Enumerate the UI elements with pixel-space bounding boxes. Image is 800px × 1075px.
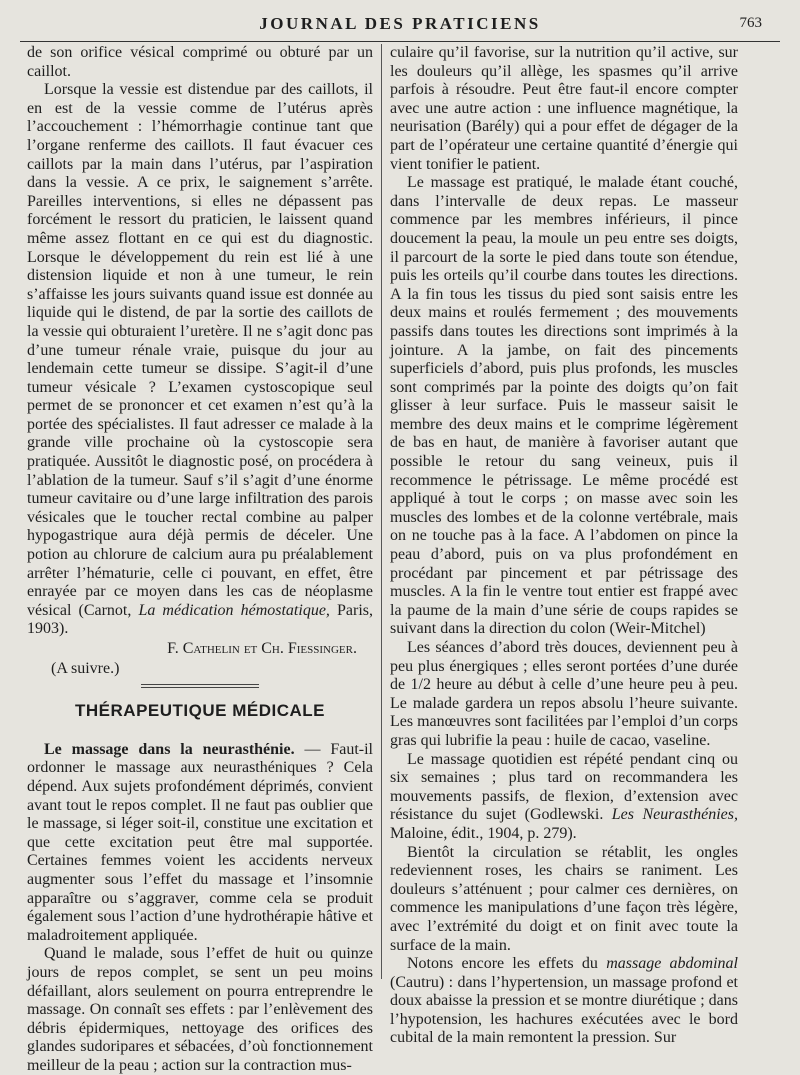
paragraph-text: Lorsque la vessie est distendue par des caillots, il en est de la vessie comme de l’utérus après l’accouchement : l’hémorrhagie continue tant que l’organe renferme des caillots. Il faut évacuer ces caillots par la main dans l’utérus, par l’aspiration dans la vessie. A ce prix, le saignement s’arrête. Pareilles interventions, si elles ne dépassent pas forcément le ressort du praticien, le laissent quand même assez flottant en ce qui est du diagnostic. Lorsque le développement du rein est lié à une distension liquide et non à une tumeur, le rein s’affaisse les jours suivants quand issue est donnée au liquide qui le distend, de par la sortie des caillots de la vessie qui obturaient l’uretère. Il ne s’agit donc pas d’une tumeur rénale vraie, puisque du jour au lendemain cette tumeur se dissipe. S’agit-il d’une tumeur vésicale ? L’examen cystoscopique seul permet de se prononcer et cet examen n’est qu’à la portée des spécialistes. Il faut adresser ce malade à la grande ville prochaine où la cystoscopie sera pratiquée. Aussitôt le diagnostic posé, on procédera à l’ablation de la tumeur. Sauf s’il s’agit d’une énorme tumeur cavitaire ou d’une large infiltration des parois vésicales que le toucher rectal combine au palper hypogastrique aura déjà permis de déceler. Une potion au chlorure de calcium aura pu préalablement arrêter l’hématurie, celle ci pouvant, en effet, être enrayée par ce moyen dans les cas de néoplasme vésical (Carnot, — [27, 81, 373, 619]
emphasis: massage abdominal — [606, 955, 739, 973]
author-signature: F. Cathelin et Ch. Fiessinger. — [167, 640, 357, 657]
paragraph-text: Le massage quotidien est répété pendant cinq ou six semaines ; plus tard on recommandera les mouvements passifs, de flexion, d’extension avec résistance du sujet (Godlewski. — [390, 750, 738, 824]
left-column — [27, 44, 373, 1075]
paragraph: Les séances d’abord très douces, deviennent peu à peu plus énergiques ; elles seront portées d’une durée de 1/2 heure au début à celle d’une heure peu à peu. Le malade gardera un repos absolu l’heure suivante. Les manœuvres sont facilitées par l’emploi d’un corps gras qui lubrifie la peau : huile de cacao, vaseline. — [390, 639, 738, 749]
to-be-continued: (A suivre.) — [51, 659, 120, 677]
paragraph: culaire qu’il favorise, sur la nutrition qu’il active, sur les douleurs qu’il allège, les spasmes qu’il arrive parfois à résoudre. Peut être faut-il encore compter avec une autre action : une influence magnétique, la neurisation (Barély) qui a pour effet de dégager de la part de l’opérateur une certaine quantité d’énergie qui vient tonifier le patient. — [390, 44, 738, 173]
paragraph — [27, 81, 373, 639]
citation-tail: Maloine, édit., 1904, p. 279). — [390, 824, 577, 842]
citation-tail: Paris, 1903). — [27, 601, 373, 638]
paragraph-text: — Faut-il ordonner le massage aux neurasthéniques ? Cela dépend. Aux sujets profondément déprimés, convient avant tout le repos complet. Il ne faut pas oublier que le massage, si léger soit-il, constitue une excitation et que cette excitation peut être mal supportée. Certaines femmes voient les accidents nerveux augmenter sous l’effet du massage et l’insomnie apparaître ou s’aggraver, comme cela se produit également sous l’action d’une hydrothérapie hâtive et maladroitement appliquée. — [27, 740, 373, 944]
page-number: 763 — [739, 15, 762, 31]
journal-title: JOURNAL DES PRATICIENS — [259, 14, 541, 33]
paragraph — [390, 955, 738, 1048]
citation-title: Les Neurasthénies, — [611, 806, 738, 824]
paragraph: Le massage est pratiqué, le malade étant couché, dans l’intervalle de deux repas. Le masseur commence par les membres inférieurs, il pince doucement la peau, la moule un peu entre ses doigts, il parcourt de la sorte le pied dans toute son étendue, puis les orteils qu’il courbe dans toutes les directions. A la fin tous les tissus du pied sont saisis entre les deux mains et roulés fermement ; des mouvements passifs dans toutes les directions sont imprimés à la jointure. A la jambe, on fait des pincements superficiels d’abord, puis plus profonds, les muscles sont comprimés par la pointe des doigts qu’on fait glisser à leur surface. Puis le masseur saisit le membre des deux mains et le comprime légèrement de bas en haut, de manière à favoriser autant que possible le retour du sang veineux, puis il recommence le pétrissage. Le même procédé est appliqué à tout le corps ; on masse avec soin les muscles des lombes et de la colonne vertébrale, mais on ne touche pas à la face. A l’abdomen on pince la peau d’abord, puis on va plus profondément en procédant par pincement et par pétrissage des muscles. A la fin le ventre tout entier est frappé avec la paume de la main d’une série de coups rapides se suivant dans la direction du colon (Weir-Mitchel) — [390, 174, 738, 638]
paragraph: Bientôt la circulation se rétablit, les ongles redeviennent roses, les chairs se raniment. Les douleurs s’atténuent ; pour calmer ces dernières, on commence les manipulations d’une façon très légère, avec l’extrémité du doigt et on finit avec toute la surface de la main. — [390, 843, 738, 954]
paragraph — [390, 751, 738, 844]
paragraph-text: (Cautru) : dans l’hypertension, un massage profond et doux abaisse la pression et se montre diurétique ; dans l’hypotension, les hachures exécutées avec le bord cubital de la main remontent la pression. Sur — [390, 973, 738, 1047]
section-title: THÉRAPEUTIQUE MÉDICALE — [75, 701, 325, 721]
article-title: Le massage dans la neurasthénie. — [44, 740, 295, 758]
right-column — [390, 44, 738, 1048]
citation-title: La médication hémostatique, — [138, 601, 330, 619]
column-divider — [381, 44, 382, 979]
paragraph-text: Notons encore les effets du — [407, 955, 598, 973]
paragraph — [27, 741, 373, 946]
paragraph: Quand le malade, sous l’effet de huit ou quinze jours de repos complet, se sent un peu moins défaillant, alors seulement on pourra entreprendre le massage. On connaît ses effets : par l’enlèvement des débris épidermiques, nettoyage des orifices des glandes sudoripares et sébacées, d’où fonctionnement meilleur de la peau ; action sur la contraction mus- — [27, 945, 373, 1074]
paragraph: de son orifice vésical comprimé ou obturé par un caillot. — [27, 44, 373, 80]
section-separator — [141, 684, 259, 688]
header-rule — [20, 41, 780, 42]
page-header — [20, 8, 780, 38]
